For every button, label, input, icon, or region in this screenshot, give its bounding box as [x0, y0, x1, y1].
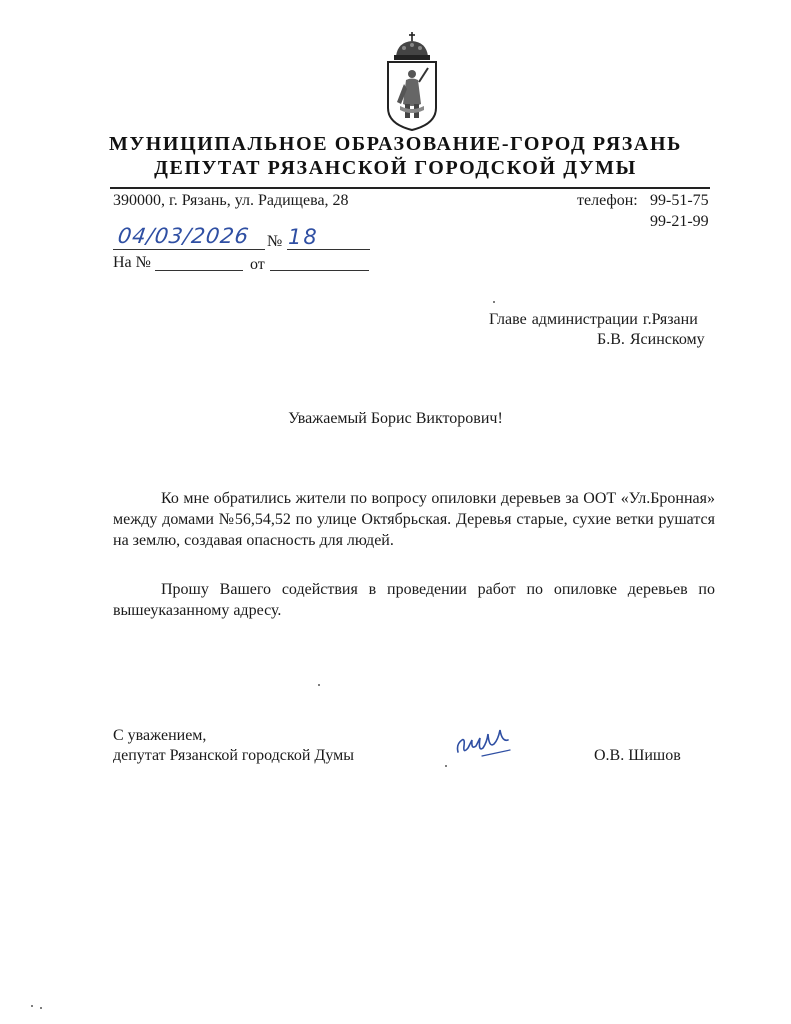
addressee-title: Главе администрации г.Рязани — [489, 311, 698, 328]
signer-position: депутат Рязанской городской Думы — [113, 747, 354, 764]
scan-speck — [40, 1007, 42, 1009]
addressee-name: Б.В. Ясинскому — [597, 331, 705, 348]
scan-speck — [493, 301, 495, 303]
reply-date-underline — [270, 270, 369, 271]
reply-number-underline — [155, 270, 243, 271]
date-underline — [113, 249, 265, 250]
number-underline — [287, 249, 370, 250]
scan-speck — [445, 765, 447, 767]
sender-address: 390000, г. Рязань, ул. Радищева, 28 — [113, 192, 349, 209]
body-paragraph-2: Прошу Вашего содействия в проведении работ по опиловке деревьев по вышеуказанному адресу. — [113, 581, 715, 619]
signer-name: О.В. Шишов — [594, 747, 681, 764]
handwritten-outgoing-date: 04/03/2026 — [116, 224, 251, 248]
phone-number-2: 99-21-99 — [650, 213, 709, 230]
closing-phrase: С уважением, — [113, 727, 207, 744]
reply-to-number-label: На № — [113, 254, 151, 271]
letterhead-line-2: ДЕПУТАТ РЯЗАНСКОЙ ГОРОДСКОЙ ДУМЫ — [154, 157, 637, 179]
letterhead-divider — [110, 187, 710, 189]
letterhead-line-1: МУНИЦИПАЛЬНОЕ ОБРАЗОВАНИЕ-ГОРОД РЯЗАНЬ — [109, 133, 682, 155]
reply-from-label: от — [250, 256, 265, 273]
coat-of-arms-icon — [384, 32, 440, 132]
body-paragraph-1: Ко мне обратились жители по вопросу опиловки деревьев за ООТ «Ул.Бронная» между домами №56,54,52 по улице Октябрьская. Деревья старые, сухие ветки рушатся на землю, создавая опасность для людей. — [113, 490, 715, 549]
phone-label: телефон: — [577, 192, 638, 209]
salutation: Уважаемый Борис Викторович! — [288, 410, 503, 427]
outgoing-number-sign: № — [267, 233, 283, 250]
handwritten-outgoing-number: 18 — [288, 225, 319, 249]
scan-speck — [31, 1005, 33, 1007]
signature-icon — [452, 722, 514, 762]
scan-speck — [318, 684, 320, 686]
phone-number-1: 99-51-75 — [650, 192, 709, 209]
